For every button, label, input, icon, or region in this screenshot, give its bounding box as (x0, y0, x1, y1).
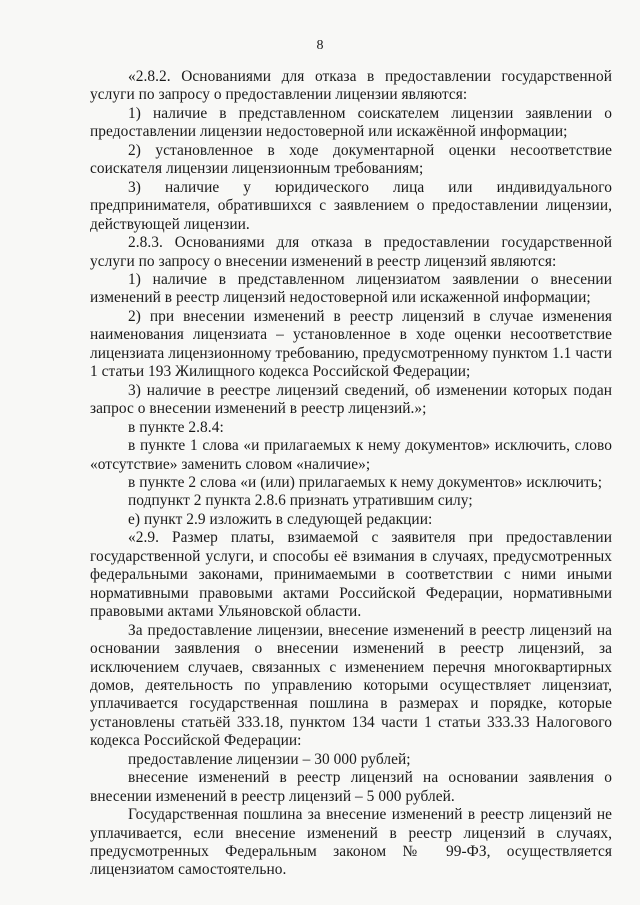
paragraph-2-8-3: 2.8.3. Основаниями для отказа в предоставлении государственной услуги по запросу о внесении изменений в реестр лицензий являются: (90, 234, 612, 270)
paragraph-item-3b: 3) наличие в реестре лицензий сведений, об изменении которых подан запрос о внесении изменений в реестр лицензий.»; (90, 381, 612, 418)
paragraph-item-1: 1) наличие в представленном соискателем лицензии заявлении о предоставлении лицензии недостоверной или искажённой информации; (90, 104, 612, 141)
paragraph-duty-exemption: Государственная пошлина за внесение изменений в реестр лицензий не уплачивается, если внесение изменений в реестр лицензий в случаях, предусмотренных Федеральным законом № 99-ФЗ, осуществляется лицензиатом самостоятельно. (90, 806, 612, 879)
paragraph-item-3: 3) наличие у юридического лица или индивидуального предпринимателя, обратившихся с заявлением о предоставлении лицензии, действующей лицензии. (90, 178, 612, 233)
page-number: 8 (316, 38, 324, 53)
paragraph-fee-license: предоставление лицензии – 30 000 рублей; (128, 750, 411, 768)
paragraph-2-8-4: в пункте 2.8.4: (128, 418, 224, 436)
paragraph-item-2: 2) установленное в ходе документарной оценки несоответствие соискателя лицензии лицензионным требованиям; (90, 141, 612, 178)
paragraph-2-9: «2.9. Размер платы, взимаемой с заявителя при предоставлении государственной услуги, и способы её взимания в случаях, предусмотренных федеральными законами, принимаемыми в соответствии с ними иными нормативными правовыми актами Российской Федерации, нормативными правовыми актами Ульяновской области. (90, 529, 612, 621)
paragraph-point-1: в пункте 1 слова «и прилагаемых к нему документов» исключить, слово «отсутствие» заменить словом «наличие»; (90, 437, 612, 473)
paragraph-fee: За предоставление лицензии, внесение изменений в реестр лицензий на основании заявления о внесении изменений в реестр лицензий, за исключением случаев, связанных с изменением перечня многоквартирных домов, деятельность по управлению которыми осуществляет лицензиат, уплачивается государственная пошлина в размерах и порядке, которые установлены статьёй 333.18, пунктом 134 части 1 статьи 333.33 Налогового кодекса Российской Федерации: (90, 621, 612, 750)
paragraph-point-2: в пункте 2 слова «и (или) прилагаемых к нему документов» исключить; (128, 473, 603, 491)
paragraph-2-8-2: «2.8.2. Основаниями для отказа в предоставлении государственной услуги по запросу о предоставлении лицензии являются: (90, 68, 612, 104)
paragraph-e: е) пункт 2.9 изложить в следующей редакции: (128, 510, 433, 528)
document-body (90, 68, 612, 880)
paragraph-item-2b: 2) при внесении изменений в реестр лицензий в случае изменения наименования лицензиата – установленное в ходе оценки несоответствие лицензиата лицензионному требованию, предусмотренному пунктом 1.1 части 1 статьи 193 Жилищного кодекса Российской Федерации; (90, 307, 612, 381)
paragraph-item-1b: 1) наличие в представленном лицензиатом заявлении о внесении изменений в реестр лицензий недостоверной или искаженной информации; (90, 270, 612, 307)
paragraph-subpoint: подпункт 2 пункта 2.8.6 признать утратившим силу; (128, 492, 473, 510)
paragraph-fee-changes: внесение изменений в реестр лицензий на основании заявления о внесении изменений в реестр лицензий – 5 000 рублей. (90, 769, 612, 805)
